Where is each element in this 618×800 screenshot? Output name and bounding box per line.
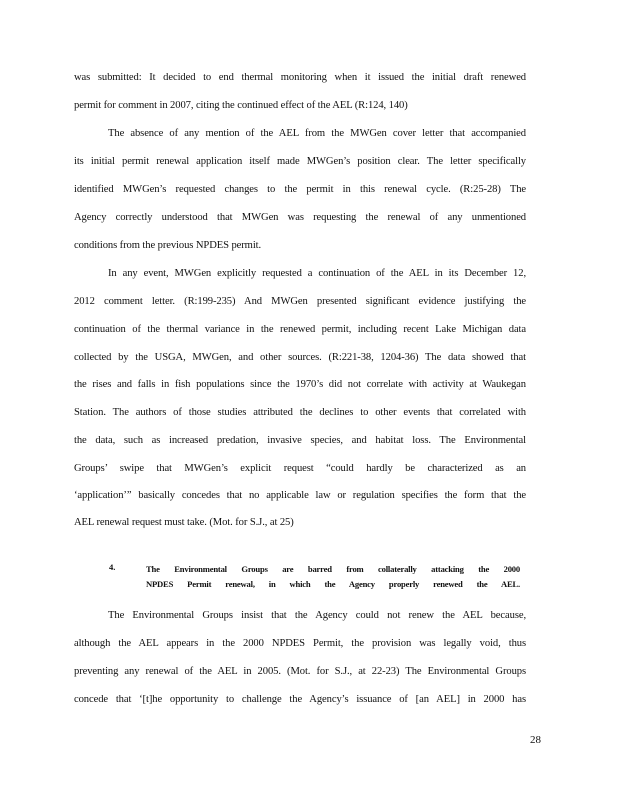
section-number: 4. [109,562,116,572]
body-line: the rises and falls in fish populations since the 1970’s did not correlate with activity at Waukegan [74,379,526,390]
body-line: was submitted: It decided to end thermal monitoring when it issued the initial draft renewed [74,72,526,83]
body-line: permit for comment in 2007, citing the continued effect of the AEL (R:124, 140) [74,100,408,111]
page-number: 28 [530,734,541,746]
body-line: the data, such as increased predation, invasive species, and habitat loss. The Environmental [74,435,526,446]
body-line: its initial permit renewal application itself made MWGen’s position clear. The letter specifically [74,156,526,167]
section-heading-line: The Environmental Groups are barred from collaterally attacking the 2000 [146,564,520,574]
body-line: In any event, MWGen explicitly requested a continuation of the AEL in its December 12, [108,268,526,279]
body-line: collected by the USGA, MWGen, and other sources. (R:221-38, 1204-36) The data showed that [74,352,526,363]
body-line: AEL renewal request must take. (Mot. for S.J., at 25) [74,517,294,528]
body-line: concede that ‘[t]he opportunity to challenge the Agency’s issuance of [an AEL] in 2000 has [74,694,526,705]
body-line: conditions from the previous NPDES permit. [74,240,262,251]
body-line: ‘application’” basically concedes that no applicable law or regulation specifies the form that the [74,490,526,501]
body-line: although the AEL appears in the 2000 NPDES Permit, the provision was legally void, thus [74,638,526,649]
body-line: Station. The authors of those studies attributed the declines to other events that correlated with [74,407,526,418]
body-line: Groups’ swipe that MWGen’s explicit request “could hardly be characterized as an [74,463,526,474]
body-line: continuation of the thermal variance in the renewed permit, including recent Lake Michigan data [74,324,526,335]
body-line: identified MWGen’s requested changes to the permit in this renewal cycle. (R:25-28) The [74,184,526,195]
section-heading-line: NPDES Permit renewal, in which the Agency properly renewed the AEL. [146,579,520,589]
body-line: preventing any renewal of the AEL in 2005. (Mot. for S.J., at 22-23) The Environmental Groups [74,666,526,677]
body-line: The absence of any mention of the AEL from the MWGen cover letter that accompanied [108,128,526,139]
body-line: Agency correctly understood that MWGen was requesting the renewal of any unmentioned [74,212,526,223]
body-line: 2012 comment letter. (R:199-235) And MWGen presented significant evidence justifying the [74,296,526,307]
body-line: The Environmental Groups insist that the Agency could not renew the AEL because, [108,610,526,621]
